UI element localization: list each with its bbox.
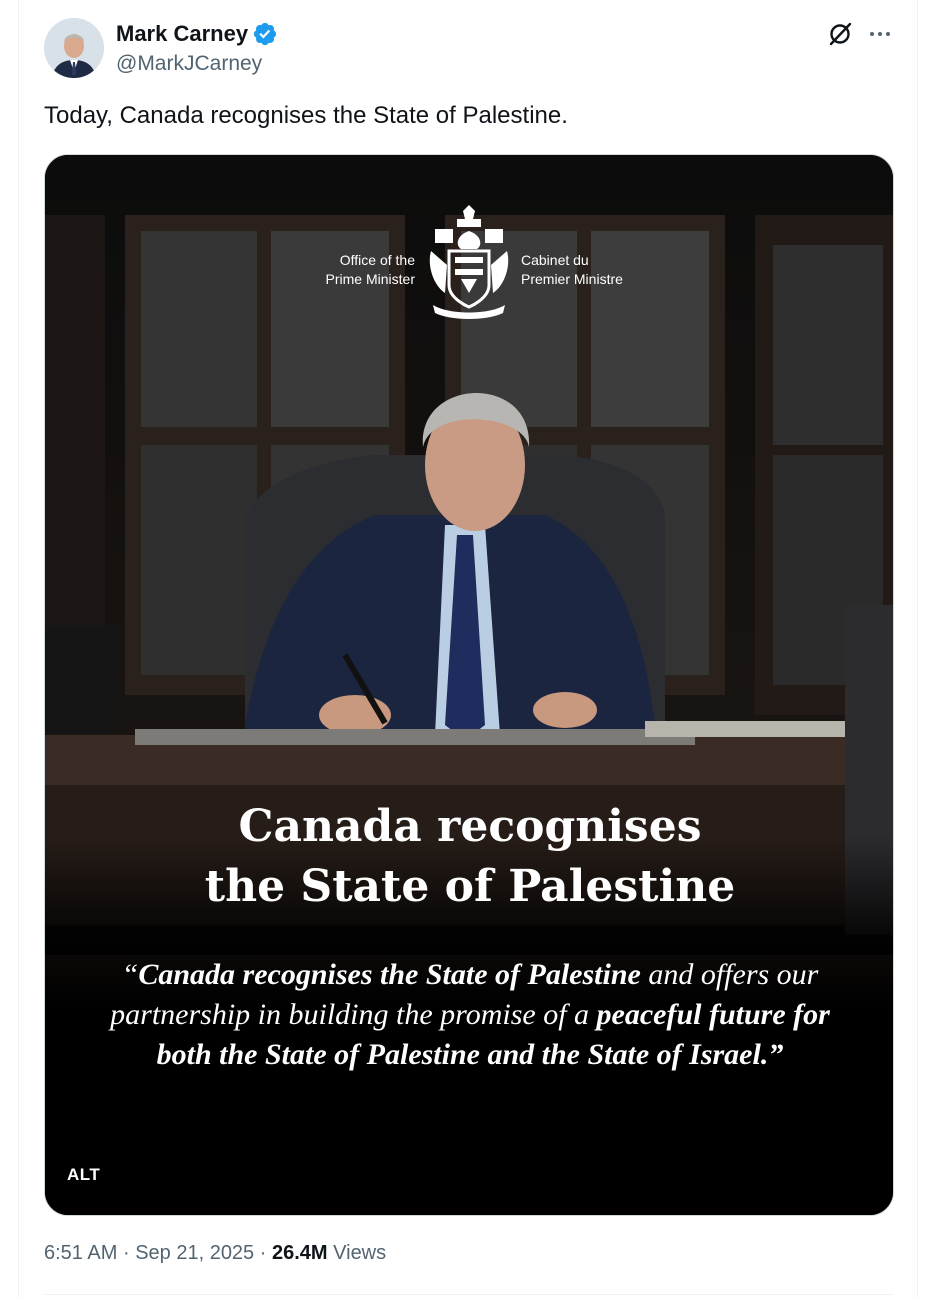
- headline-line1: Canada recognises: [238, 801, 702, 852]
- author-handle[interactable]: @MarkJCarney: [116, 52, 263, 75]
- author-name-row[interactable]: [116, 21, 278, 47]
- tweet-media[interactable]: [44, 154, 894, 1216]
- office-label-en-line2: Prime Minister: [325, 271, 415, 287]
- quote-bold-1: Canada recognises the State of Palestine: [138, 958, 641, 991]
- verified-badge-icon: [252, 21, 278, 47]
- alt-text-badge[interactable]: ALT: [67, 1165, 101, 1184]
- office-label-fr-line2: Premier Ministre: [521, 271, 623, 287]
- tweet-date[interactable]: Sep 21, 2025: [135, 1242, 255, 1264]
- media-quote: [105, 955, 835, 1075]
- media-headline: [45, 797, 894, 917]
- office-label-en: [326, 251, 415, 289]
- display-name[interactable]: Mark Carney: [116, 21, 249, 46]
- quote-middle: and offers our partnership in building the promise of a: [110, 958, 819, 1031]
- views-count: 26.4M: [271, 1242, 328, 1264]
- quote-bold-2: peaceful future for both the State of Palestine and the State of Israel.”: [156, 998, 830, 1071]
- more-options-icon[interactable]: [866, 20, 894, 48]
- headline-line2: the State of Palestine: [204, 861, 736, 912]
- office-label-fr: [521, 251, 623, 289]
- meta-separator-1: ·: [122, 1242, 130, 1264]
- office-label-fr-line1: Cabinet du: [521, 252, 589, 268]
- tweet-text: Today, Canada recognises the State of Palestine.: [44, 102, 568, 129]
- tweet-meta: [44, 1242, 386, 1265]
- coat-of-arms-icon: [427, 205, 511, 321]
- avatar[interactable]: [44, 18, 104, 78]
- quote-open: “: [121, 958, 139, 991]
- divider: [44, 1294, 894, 1295]
- office-label-en-line1: Office of the: [339, 252, 415, 268]
- views-label: Views: [333, 1242, 387, 1264]
- tweet-time[interactable]: 6:51 AM: [44, 1242, 118, 1264]
- meta-separator-2: ·: [259, 1242, 267, 1264]
- grok-icon[interactable]: [826, 20, 854, 48]
